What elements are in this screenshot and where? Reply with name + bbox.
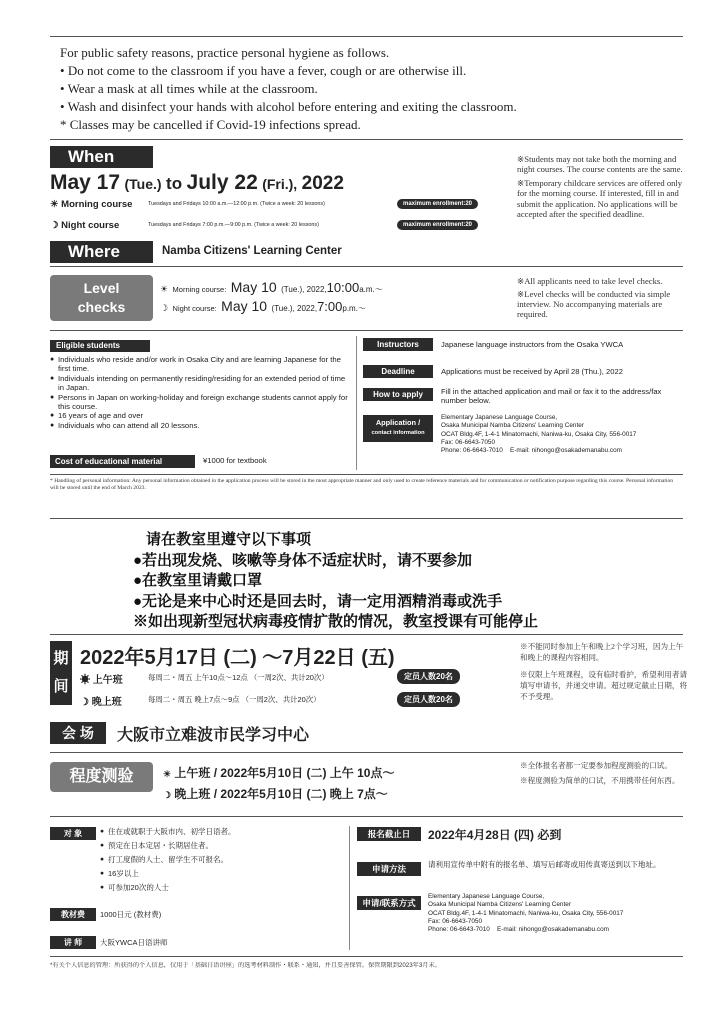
divider — [50, 816, 683, 817]
cn-night-capacity: 定员人数20名 — [397, 692, 460, 707]
sun-icon: ☀ — [80, 675, 90, 686]
sun-icon: ☀ — [163, 769, 172, 779]
list-item: ● Persons in Japan on working-holiday and foreign exchange students cannot apply for this course. — [50, 393, 352, 412]
cn-contact-label: 申请/联系方式 — [357, 896, 421, 910]
cn-hygiene-section: 请在教室里遵守以下事项 ●若出现发烧、咳嗽等身体不适症状时，请不要参加 ●在教室里请戴口罩 ●无论是来中心时还是回去时，请一定用酒精消毒或洗手 ※如出现新型冠状病毒疫情扩散的情况，教室授课有可能停止 — [133, 532, 539, 630]
moon-icon: ☽ — [80, 697, 89, 708]
list-item: ● 打工度假的人士、留学生不可报名。 — [100, 854, 340, 865]
phone: Phone: 06-6643-7010 — [428, 926, 490, 934]
moon-icon: ☽ — [50, 220, 59, 231]
list-item: ● 预定在日本定居・长期居住者。 — [100, 840, 340, 851]
morning-course-row: ☀ Morning course — [50, 199, 133, 210]
divider — [50, 518, 683, 519]
eligible-label: Eligible students — [50, 340, 150, 352]
how-to-apply-label: How to apply — [363, 388, 433, 401]
hygiene-item: • Do not come to the classroom if you have a fever, cough or are otherwise ill. — [60, 63, 467, 78]
cn-teacher-label: 讲 师 — [50, 936, 96, 949]
moon-icon: ☽ — [163, 790, 172, 800]
cn-method-value: 请利用宣传单中附有的报名单、填写后邮寄或用传真寄送到以下地址。 — [428, 860, 661, 869]
vertical-divider — [356, 336, 357, 470]
moon-icon: ☽ — [160, 303, 169, 313]
divider — [50, 752, 683, 753]
cn-morning-row: ☀ 上午班 — [80, 675, 123, 686]
when-notes: ※Students may not take both the morning and night courses. The course contents are the same. ※Temporary childcare services are offered only for the morning course. If interested, fill in and submit the application. No applications will be accepted after the specified deadline. — [517, 154, 683, 219]
cn-period-dates: 2022年5月17日 (二) ～7月22日 (五) — [80, 647, 395, 669]
deadline-value: Applications must be received by April 28 (Thu.), 2022 — [441, 367, 623, 376]
list-item: ● Individuals intending on permanently residing/residing for an extended period of time in Japan. — [50, 374, 352, 393]
hygiene-section — [60, 44, 680, 134]
cn-target-list — [100, 826, 340, 893]
privacy-note: * Handling of personal information: Any personal information obtained in the application process will be stored in the most appropriate manner and only used to create reference materials and for communication or notification purpose regarding this course. Personal information will be stored until the end of March 2023. — [50, 478, 674, 492]
sun-icon: ☀ — [160, 284, 169, 294]
cn-venue: 大阪市立难波市民学习中心 — [117, 727, 310, 744]
course-dates: May 17 (Tue.) to July 22 (Fri.), 2022 — [50, 171, 344, 194]
divider — [50, 474, 683, 475]
cn-morning-schedule: 每周二・周五 上午10点～12点 （一周2次、共计20次） — [148, 673, 329, 682]
cn-target-label: 对 象 — [50, 827, 96, 840]
morning-schedule: Tuesdays and Fridays 10:00 a.m.—12:00 p.m. (Twice a week: 20 lessons) — [148, 201, 325, 207]
level-notes: ※All applicants need to take level checks. ※Level checks will be conducted via simple interview. No accompanying materials are required. — [517, 276, 671, 320]
cn-privacy-note: *有关个人信息的管理：所获得的个人信息，仅用于「基础日语讲座」的选考材料制作・联系・通知，并且妥善保管。保管期限到2023年3月末。 — [50, 962, 441, 969]
cn-night-row: ☽ 晚上班 — [80, 697, 122, 708]
list-item: ● Individuals who reside and/or work in Osaka City and are learning Japanese for the first time. — [50, 355, 352, 374]
morning-max-badge: maximum enrollment:20 — [397, 199, 478, 209]
list-item: ● 可参加20次的人士 — [100, 882, 340, 893]
divider — [50, 330, 683, 331]
list-item: ● 住在或就职于大阪市内、初学日语者。 — [100, 826, 340, 837]
cn-level-notes: ※全体报名者都一定要参加程度测验的口试。 ※程度测验为简单的口试，不用携带任何东西。 — [520, 761, 680, 785]
instructors-value: Japanese language instructors from the Osaka YWCA — [441, 340, 624, 349]
level-checks-label: Level checks — [50, 275, 153, 321]
cn-period-label: 期 间 — [50, 641, 72, 705]
cn-deadline-value: 2022年4月28日 (四) 必到 — [428, 828, 562, 842]
instructors-label: Instructors — [363, 338, 433, 351]
cn-morning-capacity: 定员人数20名 — [397, 669, 460, 684]
divider — [50, 139, 683, 140]
night-max-badge: maximum enrollment:20 — [397, 220, 478, 230]
cn-deadline-label: 报名截止日 — [357, 827, 421, 841]
phone: Phone: 06-6643-7010 — [441, 447, 503, 455]
email[interactable]: E-mail: nihongo@osakademanabu.com — [496, 926, 609, 934]
hygiene-item: • Wear a mask at all times while at the classroom. — [60, 81, 318, 96]
deadline-label: Deadline — [363, 365, 433, 378]
cost-value: ¥1000 for textbook — [203, 456, 267, 465]
vertical-divider — [349, 826, 350, 950]
hygiene-cancel: * Classes may be cancelled if Covid-19 infections spread. — [60, 117, 361, 132]
cn-material-label: 教材费 — [50, 908, 96, 921]
venue: Namba Citizens' Learning Center — [162, 245, 342, 257]
divider — [50, 634, 683, 635]
cost-label: Cost of educational material — [50, 455, 195, 468]
cn-contact-address: Elementary Japanese Language Course, Osaka Municipal Namba Citizens' Learning Center OCAT Bldg.4F, 1-4-1 Minatomachi, Naniwa-ku, Osaka City, 556-0017 Fax: 06-6643-7050 Phone: 06-6643-7010 E-mail: nihongo@osakademanabu.com — [428, 893, 624, 934]
cn-venue-label: 会 场 — [50, 722, 106, 744]
eligible-list — [50, 355, 352, 430]
hygiene-intro: For public safety reasons, practice personal hygiene as follows. — [60, 45, 390, 60]
hygiene-item: • Wash and disinfect your hands with alcohol before entering and exiting the classroom. — [60, 99, 517, 114]
level-morning: ☀ Morning course: May 10 (Tue.), 2022,10:00a.m.～ — [160, 279, 383, 295]
where-label: Where — [50, 241, 153, 263]
email[interactable]: E-mail: nihongo@osakademanabu.com — [509, 447, 622, 455]
sun-icon: ☀ — [50, 199, 59, 210]
cn-level-night: ☽ 晚上班 / 2022年5月10日 (二) 晚上 7点～ — [163, 787, 388, 801]
cn-period-notes: ※不能同时参加上午和晚上2个学习班，因为上午和晚上的课程内容相同。 ※仅限上午班课程，设有临时看护，希望利用者请填写申请书，并递交申请。超过规定截止日期，将不予受理。 — [520, 642, 688, 701]
cn-method-label: 申请方法 — [357, 862, 421, 876]
contact-label: Application / contact information — [363, 415, 433, 442]
contact-address: Elementary Japanese Language Course, Osaka Municipal Namba Citizens' Learning Center OCAT Bldg.4F, 1-4-1 Minatomachi, Naniwa-ku, Osaka City, 556-0017 Fax: 06-6643-7050 Phone: 06-6643-7010 E-mail: nihongo@osakademanabu.com — [441, 414, 637, 455]
level-night: ☽ Night course: May 10 (Tue.), 2022,7:00p.m.～ — [160, 298, 366, 314]
night-course-row: ☽ Night course — [50, 220, 120, 231]
list-item: ● Individuals who can attend all 20 lessons. — [50, 421, 352, 430]
top-rule — [50, 36, 683, 37]
cn-material-value: 1000日元 (教材费) — [100, 910, 162, 919]
cn-night-schedule: 每周二・周五 晚上7点～9点 （一周2次、共计20次） — [148, 695, 321, 704]
night-schedule: Tuesdays and Fridays 7:00 p.m.—9:00 p.m. (Twice a week: 20 lessons) — [148, 222, 319, 228]
cn-teacher-value: 大阪YWCA日语讲师 — [100, 938, 168, 947]
list-item: ● 16 years of age and over — [50, 411, 352, 420]
when-label: When — [50, 146, 153, 168]
cn-level-morning: ☀ 上午班 / 2022年5月10日 (二) 上午 10点～ — [163, 766, 395, 780]
divider — [50, 956, 683, 957]
cn-level-label: 程度测验 — [50, 762, 153, 792]
divider — [50, 266, 683, 267]
list-item: ● 16岁以上 — [100, 868, 340, 879]
how-to-apply-value: Fill in the attached application and mail or fax it to the address/fax number below. — [441, 387, 662, 406]
